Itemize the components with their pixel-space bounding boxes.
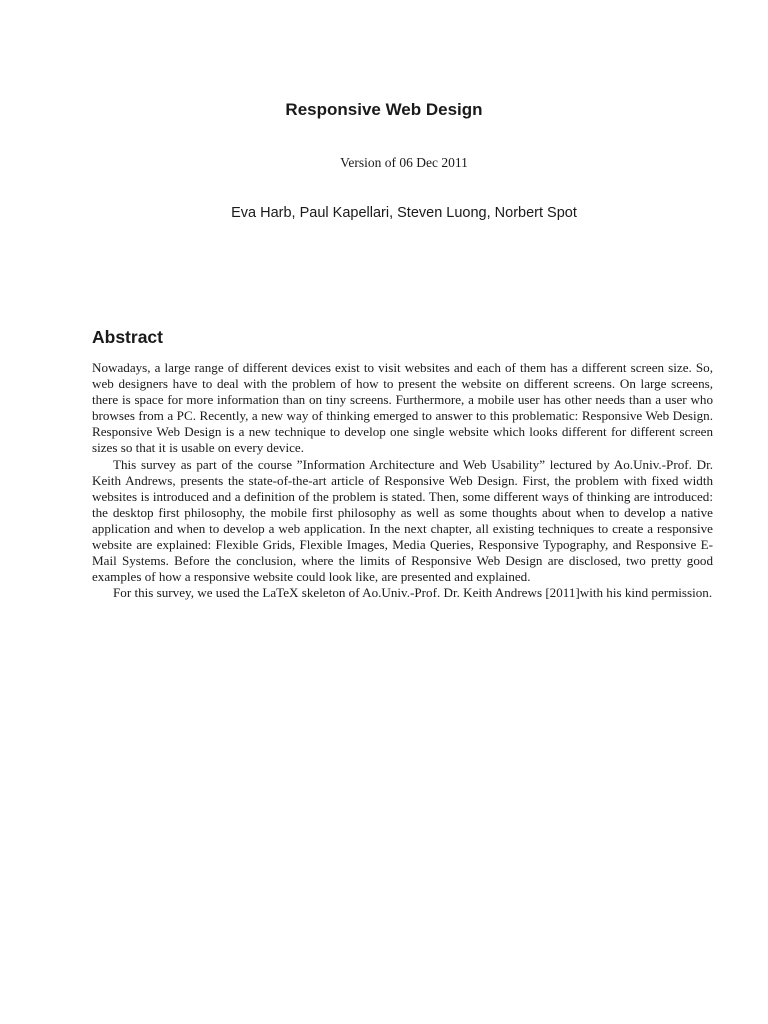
abstract-heading: Abstract [92,327,163,347]
abstract-paragraph-2: This survey as part of the course ”Information Architecture and Web Usability” lectured by Ao.Univ.-Prof. Dr. Keith Andrews, presents the state-of-the-art article of Responsive Web Design. First, the problem with fixed width websites is introduced and a definition of the problem is stated. Then, some different ways of thinking are introduced: the desktop first philosophy, the mobile first philosophy as well as some thoughts about when to develop a native application and when to develop a web application. In the next chapter, all existing techniques to create a responsive website are explained: Flexible Grids, Flexible Images, Media Queries, Responsive Typography, and Responsive E-Mail Systems. Before the conclusion, where the limits of Responsive Web Design are disclosed, two pretty good examples of how a responsive website could look like, are presented and explained. [92,456,713,585]
abstract-paragraph-1: Nowadays, a large range of different devices exist to visit websites and each of them has a different screen size. So, web designers have to deal with the problem of how to present the website on different screens. On large screens, there is space for more information than on tiny screens. Furthermore, a mobile user has other needs than a user who browses from a PC. Recently, a new way of thinking emerged to answer to this problematic: Responsive Web Design. Responsive Web Design is a new technique to develop one single website which looks different for different screen sizes so that it is usable on every device. [92,360,713,456]
abstract-body [92,360,713,601]
abstract-paragraph-3: For this survey, we used the LaTeX skeleton of Ao.Univ.-Prof. Dr. Keith Andrews [2011]with his kind permission. [113,585,713,601]
version-line: Version of 06 Dec 2011 [340,155,468,170]
document-title: Responsive Web Design [285,100,483,119]
author-list: Eva Harb, Paul Kapellari, Steven Luong, Norbert Spot [231,205,577,221]
